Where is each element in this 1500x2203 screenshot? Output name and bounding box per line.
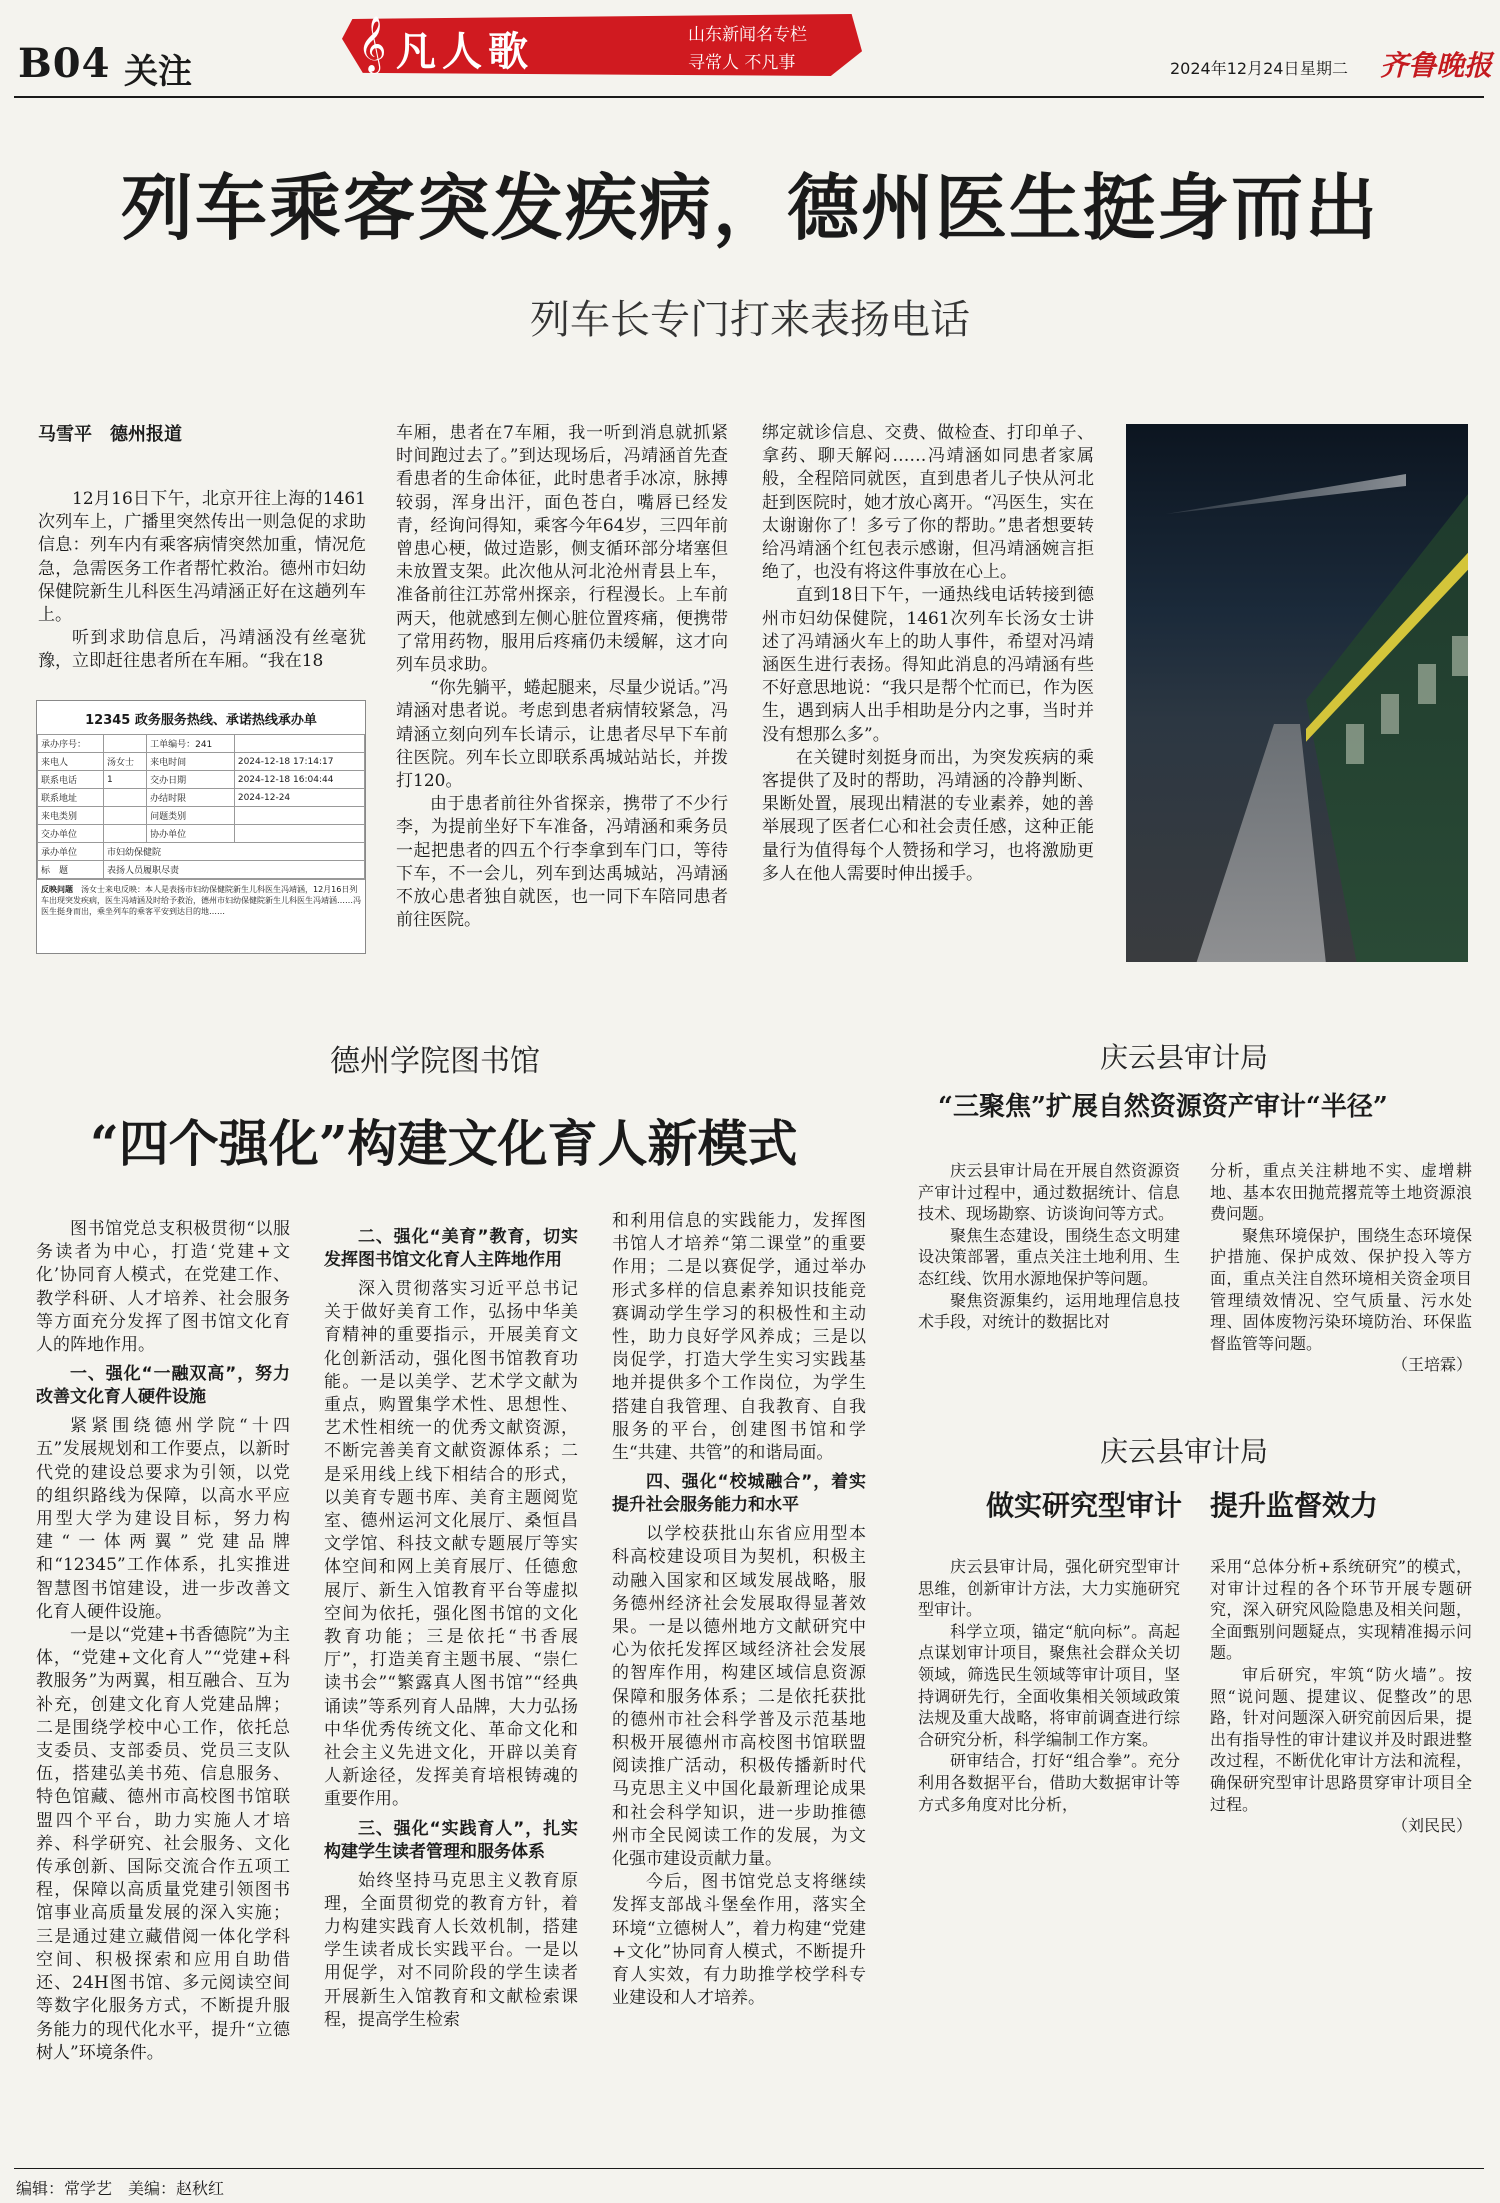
paragraph: 聚焦生态建设，围绕生态文明建设决策部署，重点关注土地利用、生态红线、饮用水源地保护等问题。	[918, 1225, 1180, 1288]
table-row: 交办单位 协办单位	[38, 825, 365, 843]
paragraph: “你先躺平，蜷起腿来，尽量少说话。”冯靖涵对患者说。考虑到患者病情较紧急，冯靖涵立刻向列车长请示，让患者尽早下车前往医院。列车长立即联系禹城站站长，并拨打120。	[396, 678, 728, 792]
library-org: 德州学院图书馆	[330, 1044, 540, 1079]
page-code: B04	[18, 40, 111, 87]
table-row: 来电类别 问题类别	[38, 807, 365, 825]
paragraph: 由于患者前往外省探亲，携带了不少行李，为提前坐好下车准备，冯靖涵和乘务员一起把患者的四五个行李拿到车门口，等待下车，不一会儿，列车到达禹城站，冯靖涵不放心患者独自就医，也一同下车陪同患者前往医院。	[396, 794, 728, 931]
main-col-2	[396, 422, 728, 962]
form-table	[37, 734, 365, 879]
audit1-org: 庆云县审计局	[1100, 1041, 1269, 1074]
music-clef-icon: 𝄞	[358, 16, 387, 72]
paragraph: 直到18日下午，一通热线电话转接到德州市妇幼保健院，1461次列车长汤女士讲述了冯靖涵火车上的助人事件，希望对冯靖涵医生进行表扬。得知此消息的冯靖涵有些不好意思地说：“我只是帮个忙而已，作为医生，遇到病人出手相助是分内之事，当时并没有想那么多”。	[762, 585, 1094, 745]
train-window	[1346, 724, 1364, 764]
audit2-col-1	[918, 1556, 1180, 1878]
designer-credit: 美编：赵秋红	[128, 2179, 225, 2198]
table-row: 联系电话 1 交办日期 2024-12-18 16:04:44	[38, 771, 365, 789]
section-name: 关注	[124, 52, 192, 92]
table-row: 承办序号： 工单编号：241	[38, 735, 365, 753]
audit1-headline: “三聚焦”扩展自然资源资产审计“半径”	[938, 1092, 1388, 1122]
section-heading: 三、强化“实践育人”，扎实构建学生读者管理和服务体系	[324, 1818, 578, 1862]
paragraph: 和利用信息的实践能力，发挥图书馆人才培养“第二课堂”的重要作用；二是以赛促学，通过举办形式多样的信息素养知识技能竞赛调动学生学习的积极性和主动性，助力良好学风养成；三是以岗促学，打造大学生实习实践基地并提供多个工作岗位，为学生搭建自我管理、自我教育、自我服务的平台，创建图书馆和学生“共建、共管”的和谐局面。	[612, 1211, 866, 1464]
author-signature: （王培霖）	[1391, 1355, 1472, 1375]
platform	[1196, 724, 1326, 962]
section-heading: 二、强化“美育”教育，切实发挥图书馆文化育人主阵地作用	[324, 1227, 578, 1270]
library-headline: “四个强化”构建文化育人新模式	[90, 1114, 798, 1173]
issue-date: 2024年12月24日	[1170, 59, 1300, 78]
paragraph: 在关键时刻挺身而出，为突发疾病的乘客提供了及时的帮助，冯靖涵的冷静判断、果断处置，展现出精湛的专业素养，她的善举展现了医者仁心和社会责任感，这种正能量行为值得每个人赞扬和学习，也将激励更多人在他人需要时伸出援手。	[762, 747, 1094, 884]
form-title: 12345 政务服务热线、承诺热线承办单	[85, 713, 317, 728]
paragraph: 12月16日下午，北京开往上海的1461次列车上，广播里突然传出一则急促的求助信息：列车内有乘客病情突然加重，情况危急，急需医务工作者帮忙救治。德州市妇幼保健院新生儿科医生冯靖涵正好在这趟列车上。	[38, 489, 366, 626]
editor-credit: 编辑：常学艺	[16, 2179, 113, 2198]
audit2-org: 庆云县审计局	[1100, 1435, 1269, 1468]
paragraph: 一是以“党建+书香德院”为主体，“党建+文化育人”“党建+科教服务”为两翼，相互融合、互为补充，创建文化育人党建品牌；二是围绕学校中心工作，依托总支委员、支部委员、党员三支队伍，搭建弘美书苑、信息服务、特色馆藏、德州市高校图书馆联盟四个平台，助力实施人才培养、科学研究、社会服务、文化传承创新、国际交流合作五项工程，保障以高质量党建引领图书馆事业高质量发展的深入实施；三是通过建立藏借阅一体化学科空间、积极探索和应用自助借还、24H图书馆、多元阅读空间等数字化服务方式，不断提升服务能力的现代化水平，提升“立德树人”环境条件。	[36, 1625, 290, 2063]
main-headline: 列车乘客突发疾病，德州医生挺身而出	[120, 165, 1379, 250]
paragraph: 聚焦环境保护，围绕生态环境保护措施、保护成效、保护投入等方面，重点关注自然环境相关资金项目管理绩效情况、空气质量、污水处理、固体废物污染环境防治、环保监督监管等问题。	[1210, 1225, 1472, 1353]
train-platform-photo	[1126, 424, 1468, 962]
footer-divider	[14, 2168, 1484, 2169]
paragraph: 审后研究，牢筑“防火墙”。按照“说问题、提建议、促整改”的思路，针对问题深入研究前因后果，提出有指导性的审计建议并及时跟进整改过程，不断优化审计方法和流程，确保研究型审计思路贯穿审计项目全过程。	[1210, 1664, 1472, 1814]
paragraph: 庆云县审计局在开展自然资源资产审计过程中，通过数据统计、信息技术、现场勘察、访谈询问等方式。	[918, 1161, 1180, 1224]
train-window	[1452, 636, 1468, 676]
audit2-col-2	[1210, 1556, 1472, 1878]
section-heading: 四、强化“校城融合”，着实提升社会服务能力和水平	[612, 1472, 866, 1516]
paragraph: 科学立项，锚定“航向标”。高起点谋划审计项目，聚焦社会群众关切领域，筛选民生领域等审计项目，坚持调研先行，全面收集相关领域政策法规及重大战略，将审前调查进行综合研究分析，科学编制工作方案。	[918, 1621, 1180, 1749]
table-row: 联系地址 办结时限 2024-12-24	[38, 789, 365, 807]
section-heading: 一、强化“一融双高”，努力改善文化育人硬件设施	[36, 1364, 290, 1408]
train-window	[1381, 694, 1399, 734]
column-title: 凡人歌	[396, 28, 534, 75]
train-window	[1418, 664, 1436, 704]
form-note: 反映问题 汤女士来电反映：本人是表扬市妇幼保健院新生儿科医生冯靖涵，12月16日列车出现突发疾病，医生冯靖涵及时给予救治，德州市妇幼保健院新生儿科医生冯靖涵……冯医生挺身而出，乘坐列车的乘客平安到达目的地……	[37, 879, 365, 921]
audit1-col-2	[1210, 1160, 1472, 1420]
platform-light	[1166, 474, 1406, 514]
paragraph: 以学校获批山东省应用型本科高校建设项目为契机，积极主动融入国家和区域发展战略，服务德州经济社会发展取得显著效果。一是以德州地方文献研究中心为依托发挥区域经济社会发展的智库作用，构建区域信息资源保障和服务体系；二是依托获批的德州市社会科学普及示范基地积极开展德州市高校图书馆联盟阅读推广活动，积极传播新时代马克思主义中国化最新理论成果和社会科学知识，进一步助推德州市全民阅读工作的发展，为文化强市建设贡献力量。	[612, 1524, 866, 1870]
library-col-3	[612, 1210, 866, 2158]
newspaper-logo: 齐鲁晚报	[1380, 49, 1493, 82]
audit2-headline: 做实研究型审计 提升监督效力	[986, 1489, 1379, 1522]
library-col-1	[36, 1218, 290, 2158]
main-col-3	[762, 422, 1094, 962]
paragraph: 采用“总体分析+系统研究”的模式，对审计过程的各个环节开展专题研究，深入研究风险隐患及相关问题，全面甄别问题疑点，实现精准揭示问题。	[1210, 1557, 1472, 1663]
paragraph: 始终坚持马克思主义教育原理，全面贯彻党的教育方针，着力构建实践育人长效机制，搭建学生读者成长实践平台。一是以用促学，对不同阶段的学生读者开展新生入馆教育和文献检索课程，提高学生检索	[324, 1870, 578, 2030]
byline: 马雪平 德州报道	[38, 424, 182, 445]
paragraph: 绑定就诊信息、交费、做检查、打印单子、拿药、聊天解闷……冯靖涵如同患者家属般，全程陪同就医，直到患者儿子快从河北赶到医院时，她才放心离开。“冯医生，实在太谢谢你了！多亏了你的帮助。”患者想要转给冯靖涵个红包表示感谢，但冯靖涵婉言拒绝了，也没有将这件事放在心上。	[762, 423, 1094, 583]
paragraph: 聚焦资源集约，运用地理信息技术手段，对统计的数据比对	[918, 1290, 1180, 1332]
paragraph: 深入贯彻落实习近平总书记关于做好美育工作，弘扬中华美育精神的重要指示，开展美育文化创新活动，强化图书馆教育功能。一是以美学、艺术学文献为重点，购置集学术性、思想性、艺术性相统一的优秀文献资源，不断完善美育文献资源体系；二是采用线上线下相结合的形式，以美育专题书库、美育主题阅览室、德州运河文化展厅、桑恒昌文学馆、科技文献专题展厅等实体空间和网上美育展厅、任德愈展厅、新生入馆教育平台等虚拟空间为依托，强化图书馆的文化教育功能；三是依托“书香展厅”，打造美育主题书展、“崇仁读书会”“繁露真人图书馆”“经典诵读”等系列育人品牌，大力弘扬中华优秀传统文化、革命文化和社会主义先进文化，开辟以美育人新途径，发挥美育培根铸魂的重要作用。	[324, 1279, 578, 1810]
paragraph: 分析，重点关注耕地不实、虚增耕地、基本农田抛荒撂荒等土地资源浪费问题。	[1210, 1161, 1472, 1224]
table-row: 承办单位 市妇幼保健院	[38, 843, 365, 861]
paragraph: 听到求助信息后，冯靖涵没有丝毫犹豫，立即赶往患者所在车厢。“我在18	[38, 628, 366, 672]
audit1-col-1	[918, 1160, 1180, 1420]
table-row: 来电人 汤女士 来电时间 2024-12-18 17:14:17	[38, 753, 365, 771]
issue-weekday: 星期二	[1300, 59, 1349, 78]
paragraph: 庆云县审计局，强化研究型审计思维，创新审计方法，大力实施研究型审计。	[918, 1557, 1180, 1620]
paragraph: 车厢，患者在7车厢，我一听到消息就抓紧时间跑过去了。”到达现场后，冯靖涵首先查看患者的生命体征，此时患者手冰凉，脉搏较弱，浑身出汗，面色苍白，嘴唇已经发青，经询问得知，乘客今年64岁，三四年前曾患心梗，做过造影，侧支循环部分堵塞但未放置支架。此次他从河北沧州青县上车，准备前往江苏常州探亲，行程漫长。上车前两天，他就感到左侧心脏位置疼痛，便携带了常用药物，服用后疼痛仍未缓解，这才向列车员求助。	[396, 423, 728, 676]
hotline-form-image	[36, 700, 366, 954]
paragraph: 图书馆党总支积极贯彻“以服务读者为中心，打造‘党建+文化’协同育人模式，在党建工作、教学科研、人才培养、社会服务等方面充分发挥了图书馆文化育人的阵地作用。	[36, 1219, 290, 1356]
column-tagline-2: 寻常人 不凡事	[688, 53, 796, 73]
header-divider	[14, 96, 1484, 98]
table-row: 标 题 表扬人员履职尽责	[38, 861, 365, 879]
library-col-2	[324, 1226, 578, 2158]
paragraph: 紧紧围绕德州学院“十四五”发展规划和工作要点，以新时代党的建设总要求为引领，以党的组织路线为保障，以高水平应用型大学为建设目标，努力构建“一体两翼”党建品牌和“12345”工作体系，扎实推进智慧图书馆建设，进一步改善文化育人硬件设施。	[36, 1416, 290, 1622]
column-tagline-1: 山东新闻名专栏	[688, 25, 807, 45]
paragraph: 研审结合，打好“组合拳”。充分利用各数据平台，借助大数据审计等方式多角度对比分析，	[918, 1751, 1180, 1814]
main-col-1	[38, 488, 366, 688]
author-signature: （刘民民）	[1391, 1816, 1472, 1836]
paragraph: 今后，图书馆党总支将继续发挥支部战斗堡垒作用，落实全环境“立德树人”，着力构建“党建+文化”协同育人模式，不断提升育人实效，有力助推学校学科专业建设和人才培养。	[612, 1872, 866, 2009]
main-subheadline: 列车长专门打来表扬电话	[530, 297, 970, 343]
